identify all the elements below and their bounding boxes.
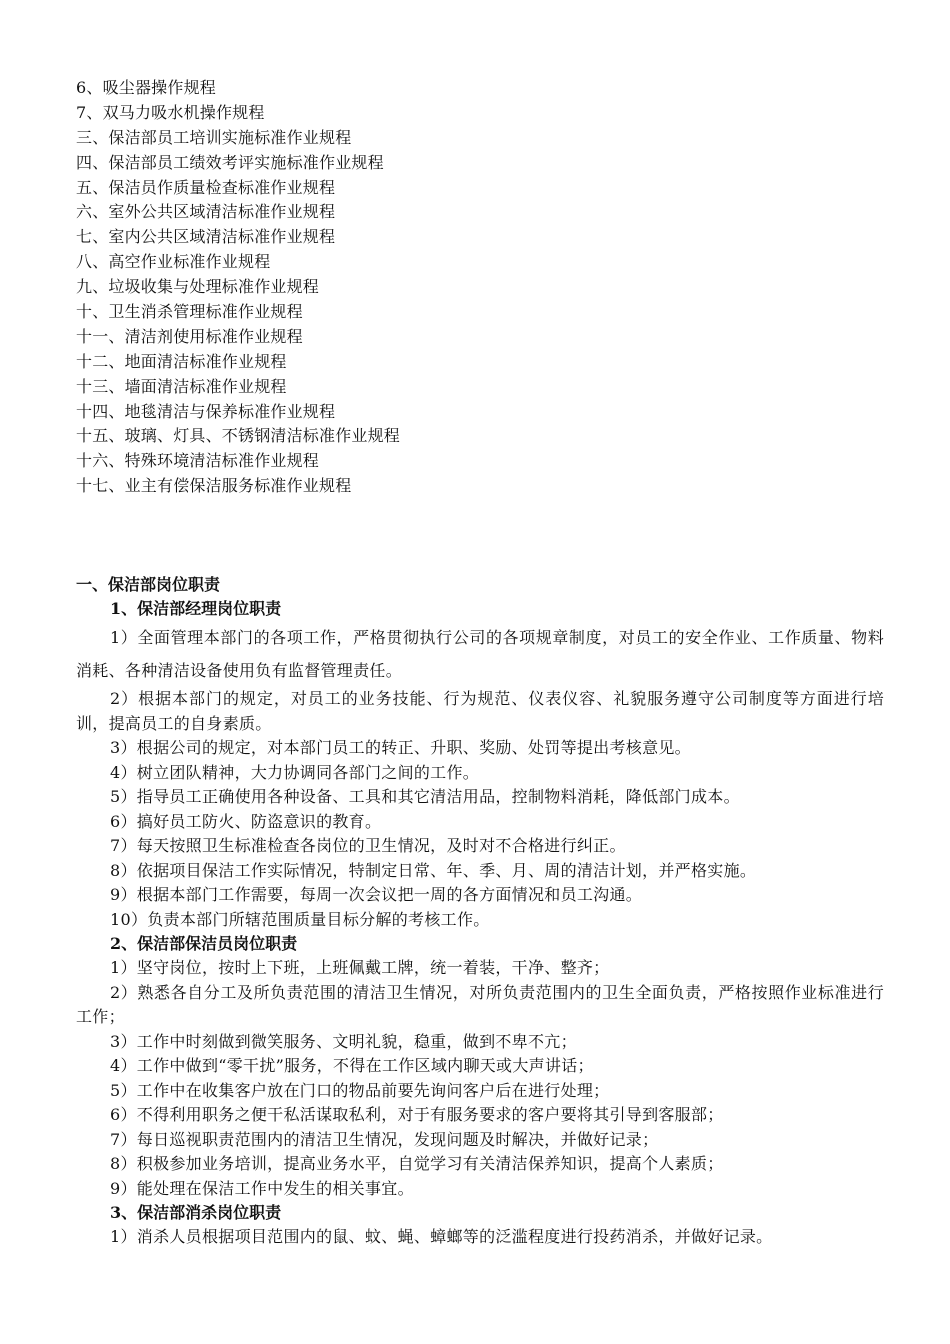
toc-item: 八、高空作业标准作业规程 [76,252,271,272]
toc-item: 四、保洁部员工绩效考评实施标准作业规程 [76,152,384,172]
subsection-heading-manager: 1、保洁部经理岗位职责 [110,599,282,618]
cleaner-duty-item: 2）熟悉各自分工及所负责范围的清洁卫生情况，对所负责范围内的卫生全面负责，严格按照作业标准进行工作； [76,982,884,1026]
manager-duty-item: 8）依据项目保洁工作实际情况，特制定日常、年、季、月、周的清洁计划，并严格实施。 [110,860,757,880]
toc-item: 十三、墙面清洁标准作业规程 [76,376,287,396]
toc-item: 6、吸尘器操作规程 [76,78,216,97]
cleaner-duty-item: 4）工作中做到“零干扰”服务，不得在工作区域内聊天或大声讲话； [110,1056,594,1075]
toc-item: 九、垃圾收集与处理标准作业规程 [76,277,320,297]
toc-item: 十七、业主有偿保洁服务标准作业规程 [76,476,352,496]
toc-item: 六、室外公共区域清洁标准作业规程 [76,202,336,222]
manager-duty-item: 5）指导员工正确使用各种设备、工具和其它清洁用品，控制物料消耗，降低部门成本。 [110,787,740,806]
manager-duty-item: 3）根据公司的规定，对本部门员工的转正、升职、奖励、处罚等提出考核意见。 [110,738,691,757]
toc-item: 十六、特殊环境清洁标准作业规程 [76,451,320,471]
section-heading: 一、保洁部岗位职责 [76,575,221,594]
cleaner-duty-item: 8）积极参加业务培训，提高业务水平，自觉学习有关清洁保养知识，提高个人素质； [110,1154,724,1173]
manager-duty-item: 2）根据本部门的规定，对员工的业务技能、行为规范、仪表仪容、礼貌服务遵守公司制度等方面进行培训，提高员工的自身素质。 [76,689,884,733]
subsection-heading-pest-control: 3、保洁部消杀岗位职责 [110,1203,282,1222]
toc-item: 五、保洁员作质量检查标准作业规程 [76,177,336,197]
manager-duty-item: 7）每天按照卫生标准检查各岗位的卫生情况，及时对不合格进行纠正。 [110,836,626,855]
manager-duty-item: 6）搞好员工防火、防盗意识的教育。 [110,811,382,831]
toc-item: 十、卫生消杀管理标准作业规程 [76,302,303,322]
toc-item: 三、保洁部员工培训实施标准作业规程 [76,127,352,147]
manager-duty-item: 1）全面管理本部门的各项工作，严格贯彻执行公司的各项规章制度，对员工的安全作业、工作质量、物料消耗、各种清洁设备使用负有监督管理责任。 [76,628,884,680]
toc-item: 七、室内公共区域清洁标准作业规程 [76,227,336,247]
pest-control-duty-item: 1）消杀人员根据项目范围内的鼠、蚊、蝇、蟑螂等的泛滥程度进行投药消杀，并做好记录。 [110,1227,773,1246]
manager-duty-item: 9）根据本部门工作需要，每周一次会议把一周的各方面情况和员工沟通。 [110,885,643,904]
cleaner-duty-item: 5）工作中在收集客户放在门口的物品前要先询问客户后在进行处理； [110,1080,610,1100]
manager-duty-item: 4）树立团队精神，大力协调同各部门之间的工作。 [110,762,480,782]
toc-item: 7、双马力吸水机操作规程 [76,102,265,122]
cleaner-duty-item: 6）不得利用职务之便干私活谋取私利，对于有服务要求的客户要将其引导到客服部； [110,1105,724,1124]
toc-item: 十二、地面清洁标准作业规程 [76,351,287,371]
toc-item: 十一、清洁剂使用标准作业规程 [76,326,303,346]
manager-duty-item: 10）负责本部门所辖范围质量目标分解的考核工作。 [110,909,490,929]
subsection-heading-cleaner: 2、保洁部保洁员岗位职责 [110,934,298,953]
table-of-contents [76,76,896,499]
toc-item: 十五、玻璃、灯具、不锈钢清洁标准作业规程 [76,426,401,446]
cleaner-duty-item: 9）能处理在保洁工作中发生的相关事宜。 [110,1178,414,1198]
toc-item: 十四、地毯清洁与保养标准作业规程 [76,401,336,421]
cleaner-duty-item: 1）坚守岗位，按时上下班，上班佩戴工牌，统一着装，干净、整齐； [110,958,610,977]
cleaner-duty-item: 7）每日巡视职责范围内的清洁卫生情况，发现问题及时解决，并做好记录； [110,1129,659,1149]
section-job-duties [76,573,884,1250]
cleaner-duty-item: 3）工作中时刻做到微笑服务、文明礼貌，稳重，做到不卑不亢； [110,1031,577,1051]
